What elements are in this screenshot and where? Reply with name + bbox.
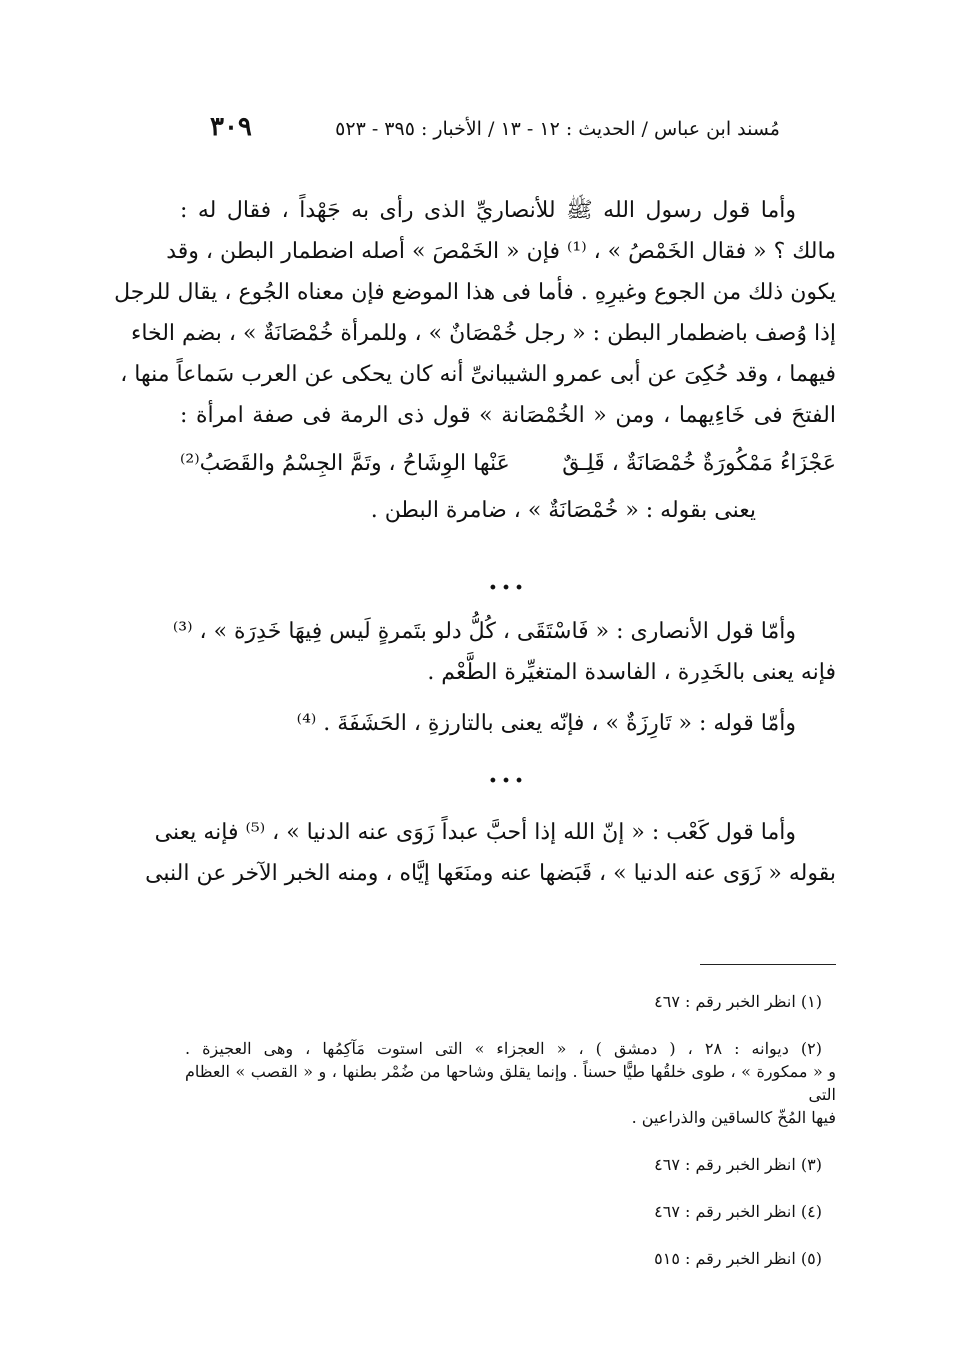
text-line: بقوله « زَوَى عنه الدنيا » ، قَبَضها عنه ومنَعَها إيَّاه ، ومنه الخبر الآخر عن النبى: [145, 861, 836, 886]
footnote-1: (١) انظر الخبر رقم : ٤٦٧: [654, 992, 822, 1011]
section-separator: ...: [488, 566, 528, 596]
footnote-4: (٤) انظر الخبر رقم : ٤٦٧: [654, 1202, 822, 1221]
verse-gloss: يعنى بقوله : « خُمْصَانَةٌ » ، ضامرة البطن .: [370, 498, 756, 523]
footnotes: [185, 990, 836, 1294]
text-line: فيهما ، وقد حُكِىَ عن أبى عمرو الشيبانىِّ أنه كان يحكى عن العرب سَماعاً منها ،: [120, 362, 836, 387]
text-line: وأمّا قول الأنصارى : « فَاسْتَقَى ، كُلُّ دلو بتَمرةٍ لَيس فِيهَا خَدِرَة » ، ⁽³⁾: [172, 619, 796, 644]
text-line: إذا وُصف باضطمار البطن : « رجل خُمْصَانٌ » ، وللمرأة خُمْصَانَةٌ » ، بضم الخاء: [130, 321, 836, 346]
footnote-2-line: (٢) ديوانه : ٢٨ ، ( دمشق ) ، « العجزاء » التى استوت مَآكِمُها ، وهى العجيزة .: [185, 1039, 822, 1058]
verse-first-hemistich: عَجْزَاءُ مَمْكُورَةٌ خُمْصَانَةٌ ، قَلِـقٌ: [562, 450, 836, 476]
footnote-2: [185, 1037, 836, 1129]
footnote-3: (٣) انظر الخبر رقم : ٤٦٧: [654, 1155, 822, 1174]
text-line: مالك ؟ « فقال الخَمْصُ » ، ⁽¹⁾ فإن « الخَمْصَ » أصله اضطمار البطن ، وقد: [166, 239, 836, 264]
footnote-2-line: و « ممكورة » ، طوى خلقُها طيًّا حسناً . وإنما يقلق وشاحها من ضُمْر بطنها ، و « القصب » العظام التى: [185, 1062, 836, 1104]
page-header: [180, 112, 780, 152]
text-line: فإنه يعنى بالخَدِرة ، الفاسدة المتغيِّرة الطَّعْم .: [427, 660, 836, 685]
page-number: ٣٠٩: [210, 112, 252, 142]
footnote-2-line: فيها المُخّ كالساقين والذراعين .: [631, 1108, 836, 1127]
text-line: يكون ذلك من الجوع وغيرِهِ . فأما فى هذا الموضع فإن معناه الجُوع ، يقال للرجل: [114, 280, 836, 305]
main-text: [114, 190, 836, 894]
text-line: وأما قول كَعْب : « إنّ الله إذا أحبَّ عبداً زَوَى عنه الدنيا » ، ⁽⁵⁾ فإنه يعنى: [154, 820, 796, 845]
footnote-5: (٥) انظر الخبر رقم : ٥١٥: [654, 1249, 822, 1268]
footnote-rule: [700, 964, 836, 965]
section-separator: ...: [488, 759, 528, 789]
text-line: وأما قول رسول الله ﷺ للأنصاريِّ الذى رأى به جَهْداً ، فقال له :: [180, 198, 796, 223]
poetry-verse: [180, 440, 836, 486]
text-line: وأمّا قوله : « تَارِزَةٌ » ، فإنّه يعنى بالتارزةِ ، الحَشَفَةَ . ⁽⁴⁾: [296, 711, 796, 736]
running-head: مُسند ابن عباس / الحديث : ١٢ - ١٣ / الأخبار : ٣٩٥ - ٥٢٣: [335, 118, 780, 140]
verse-second-hemistich: عَنْها الوِشَاحُ ، وتَمَّ الجِسْمُ والقَصَبُ⁽²⁾: [180, 450, 510, 476]
text-line: الفتحَ فى خَاءِيهما ، ومن « الخُمْصَانة » قول ذى الرمة فى صفة امرأة :: [180, 403, 836, 428]
